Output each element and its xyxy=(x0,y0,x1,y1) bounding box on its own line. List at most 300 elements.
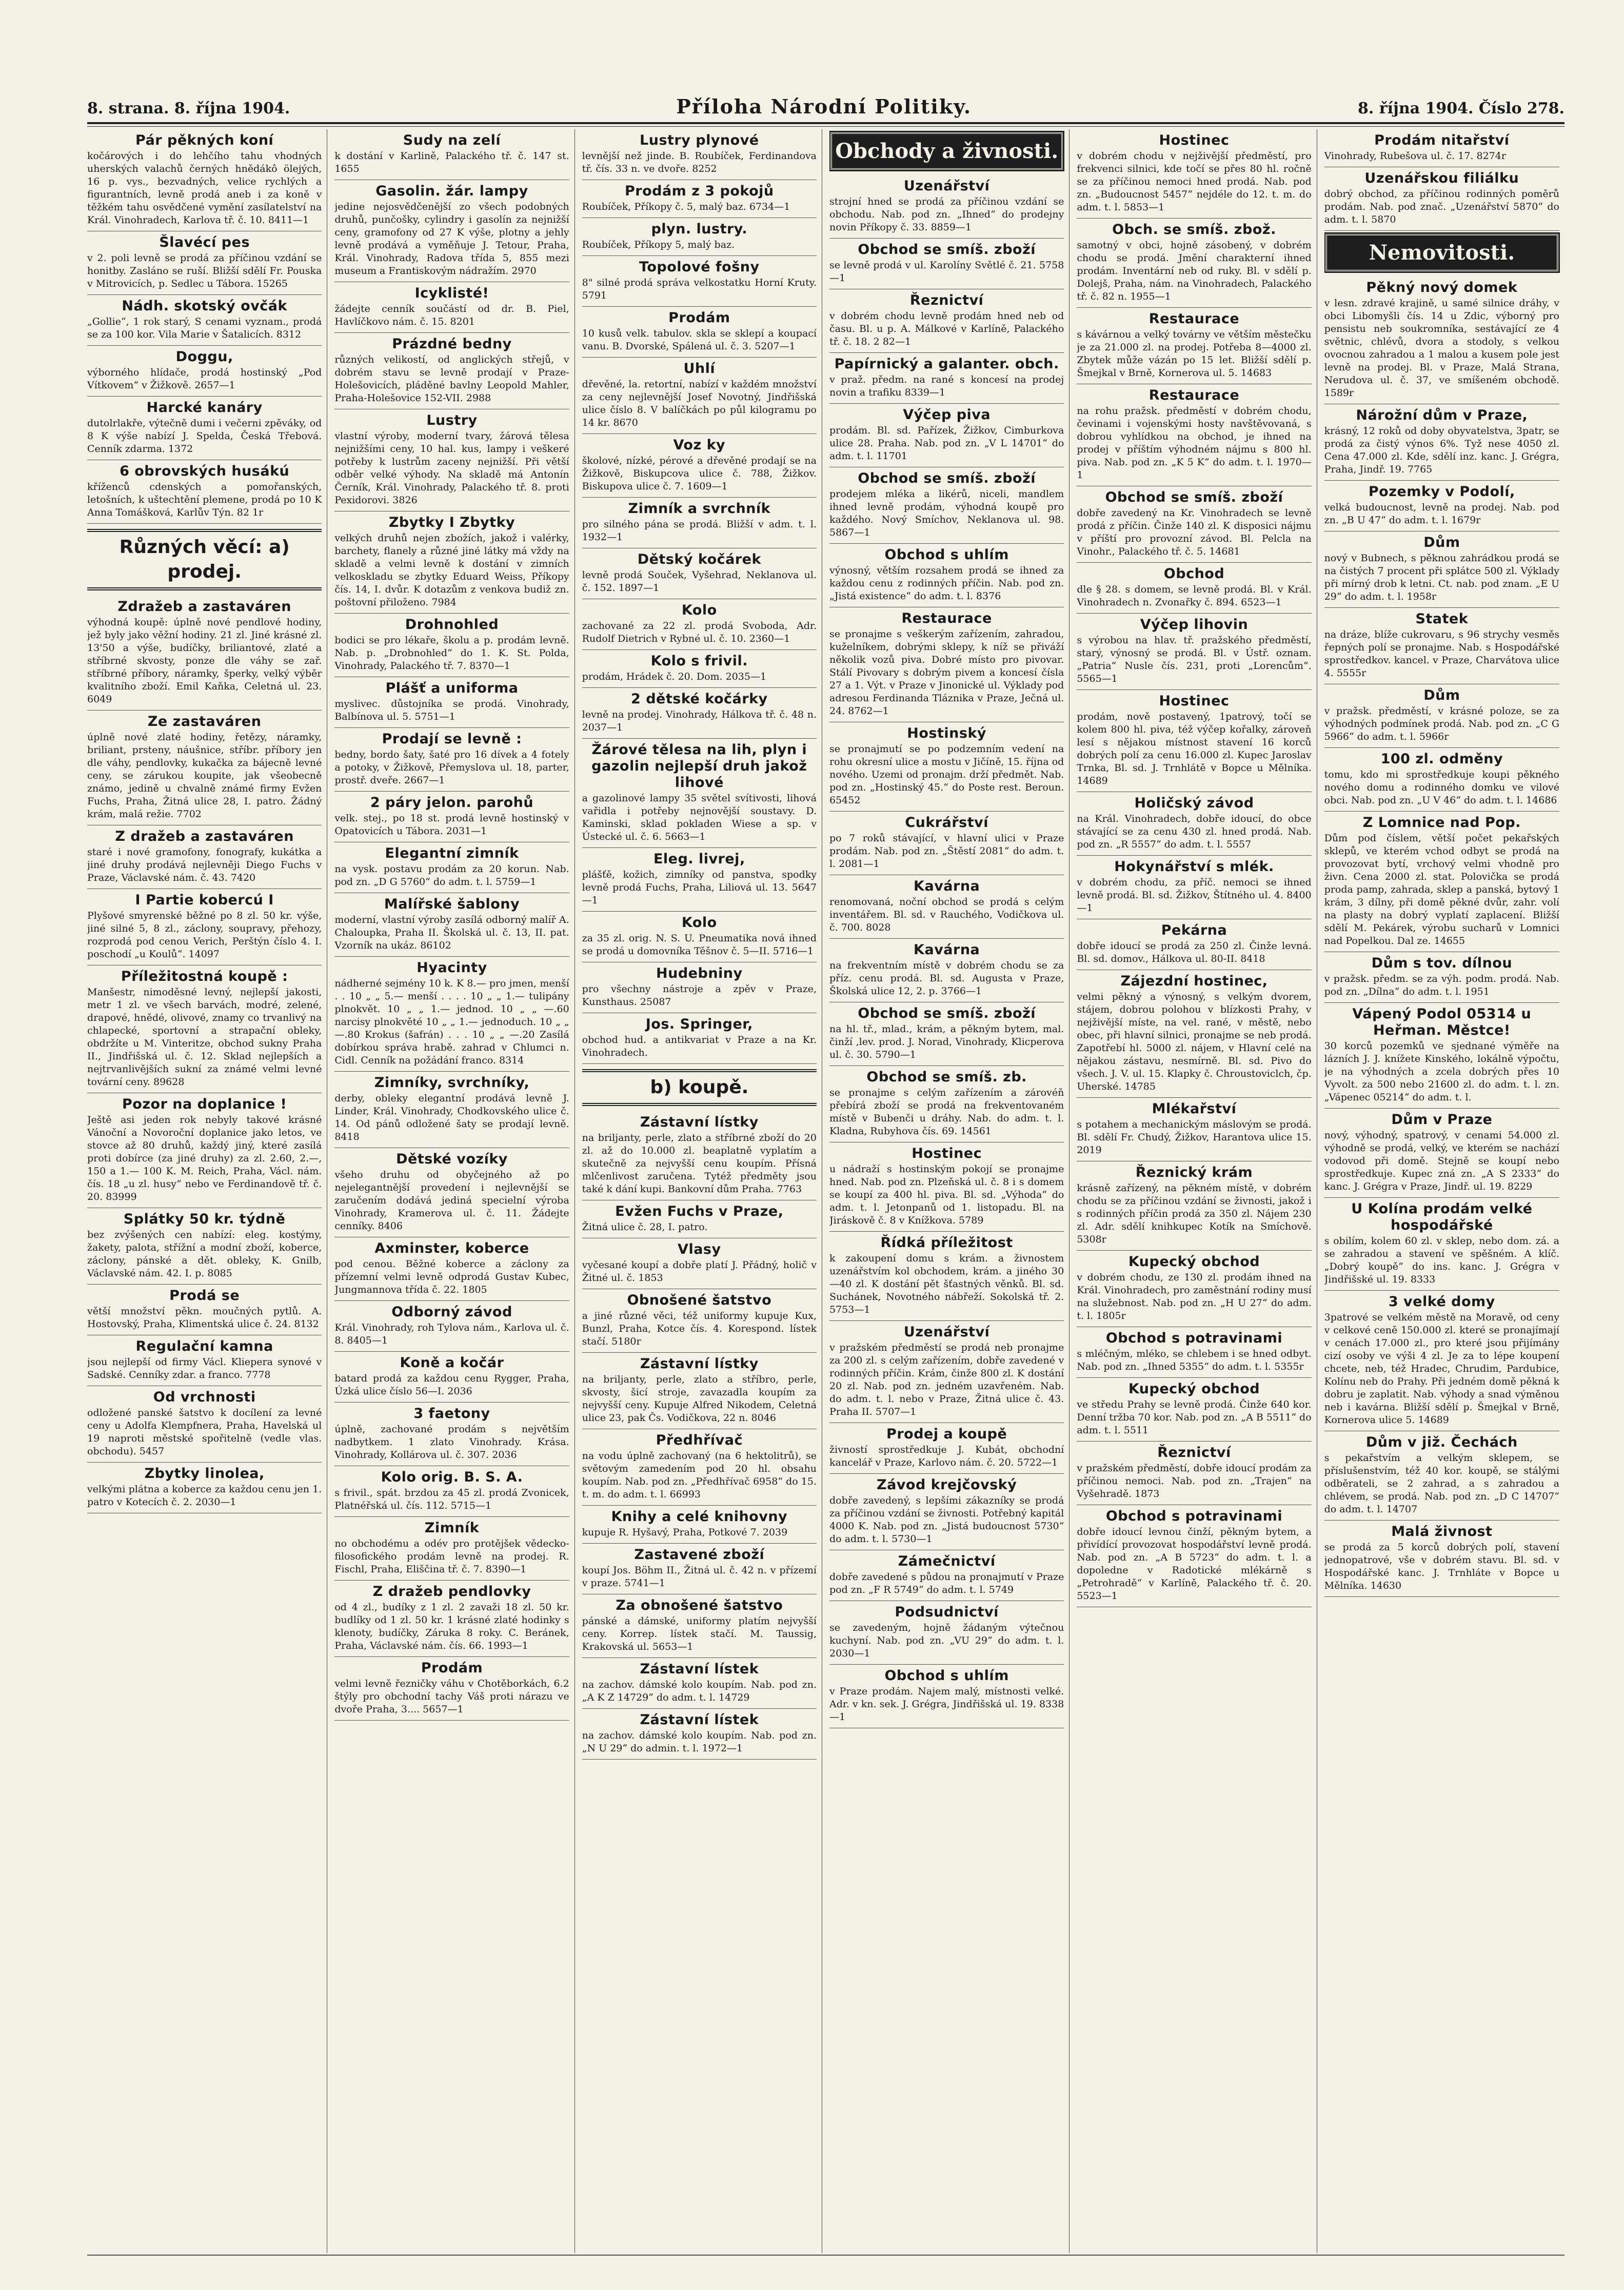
classified-ad xyxy=(334,1403,569,1466)
ad-body: strojní hned se prodá za příčinou vzdání se obchodu. Nab. pod zn. „Ihned“ do prodejny novin Příkopy č. 33. 8859—1 xyxy=(829,196,1064,233)
ad-heading: Icyklisté! xyxy=(414,285,489,301)
ad-body: kupuje R. Hyšavý, Praha, Potkové 7. 2039 xyxy=(582,1527,788,1538)
ad-heading: Malířské šablony xyxy=(384,896,520,912)
classified-ad xyxy=(334,893,569,957)
classified-ad xyxy=(334,677,569,728)
ad-heading: 100 zl. odměny xyxy=(1380,751,1503,767)
ad-heading: Axminster, koberce xyxy=(374,1240,529,1256)
ad-heading: Zámečnictví xyxy=(898,1553,996,1569)
ad-heading: 2 páry jelon. parohů xyxy=(370,795,534,811)
ad-body: v dobrém chodu, ze 130 zl. prodám ihned na Král. Vinohradech, pro zaměstnání rodiny musí na služebnost. Nab. pod zn. „H U 27“ do adm. t. l. 1805r xyxy=(1077,1272,1312,1321)
classified-ad xyxy=(87,460,322,524)
column-3 xyxy=(582,129,822,2253)
classified-ad xyxy=(582,498,817,548)
classified-ad xyxy=(582,434,817,498)
ad-heading: Zbytky linolea, xyxy=(144,1466,265,1482)
ad-heading: Obchod s potravinami xyxy=(1105,1330,1283,1346)
ad-body: Žitná ulice č. 28, I. patro. xyxy=(582,1221,708,1233)
ad-body: Manšestr, nimoděsné levný, nejlepší jakosti, metr 1 zl. ve všech barvách, modré, zelené, drapové, hnědé, olivové, znamy co trvanlivý na chlapecké, sportovní a strapační obleky, obdržíte u M. Vinteritze, obchod sukny Praha II., Jindřišská ul. č. 12. Sklad nejlepších a nejtrvanlivějších sukní za známé velmi levné tovární ceny. 89628 xyxy=(87,986,322,1088)
section-banner: Nemovitosti. xyxy=(1325,234,1558,271)
classified-ad xyxy=(582,1429,817,1506)
masthead-title: Příloha Národní Politiky. xyxy=(676,95,972,118)
classified-ad xyxy=(334,129,569,180)
ad-body: větší množství pěkn. moučných pytlů. A. Hostovský, Praha, Klimentská ulice č. 24. 8132 xyxy=(87,1306,322,1330)
ad-body: no obchodému a odév pro protějšek vědecko-filosofického prodám levně na prodej. R. Fischl, Praha, Eliščina tř. č. 7. 8390—1 xyxy=(334,1538,569,1575)
ad-body: velká budoucnost, levně na prodej. Nab. pod zn. „B U 47“ do adm. t. l. 1679r xyxy=(1324,502,1559,526)
ad-body: na zachov. dámské kolo koupím. Nab. pod zn. „A K Z 14729“ do adm. t. l. 14729 xyxy=(582,1679,817,1703)
classified-ad xyxy=(582,1658,817,1709)
ad-heading: Kavárna xyxy=(914,878,980,894)
ad-body: k dostání v Karlině, Palackého tř. č. 147 st. 1655 xyxy=(334,150,569,174)
ad-body: na zachov. dámské kolo koupím. Nab. pod zn. „N U 29“ do admin. t. l. 1972—1 xyxy=(582,1730,817,1754)
ad-body: bez zvýšených cen nabízí: eleg. kostýmy, žakety, palota, střížní a modní zboží, koberce, záclony, pánské a dět. obleky, K. Gnilb, Václavské nám. 42. I. p. 8085 xyxy=(87,1229,322,1279)
ad-heading: Vlasy xyxy=(678,1241,721,1257)
classified-ad xyxy=(829,1550,1064,1601)
ad-heading: Obchod se smíš. zboží xyxy=(858,242,1036,258)
classified-ad xyxy=(582,650,817,688)
ad-heading: Papírnický a galanter. obch. xyxy=(834,356,1059,372)
ad-heading: Řeznictví xyxy=(909,292,984,308)
ad-body: prodejem mléka a likérů, niceli, mandlem ihned levně prodám, výhodná koupě pro každého. Nový Smíchov, Neklanova ul. 98. 5867—1 xyxy=(829,488,1064,538)
ad-body: derby, obleky elegantní prodává levně J. Linder, Král. Vinohrady, Chodkovského ulice č. 14. Od pánů odložené šaty se prodají levně. 8418 xyxy=(334,1093,569,1142)
ad-body: na briljanty, perle, zlato a stříbro, perle, skvosty, šicí stroje, zavazadla koupím za nejvyšší ceny. Kupuje Alfred Nikodem, Celetná ulice 23, pak Čs. Vodičkova, 22 n. 8046 xyxy=(582,1374,817,1424)
classified-ad xyxy=(1077,856,1311,919)
ad-heading: Obchod se smíš. zboží xyxy=(1105,489,1283,505)
classified-ad xyxy=(829,289,1064,353)
ad-heading: Voz ky xyxy=(673,437,726,453)
ad-body: tomu, kdo mi sprostředkuje koupi pěkného nového domu a rodinného domku ve vilové obci. Nab. pod zn. „U V 46“ do adm. t. l. 14686 xyxy=(1324,769,1559,806)
ad-body: na dráze, blíže cukrovaru, s 96 strychy vesměs řepných polí se pronajme. Nab. s Hospodářské sprostředkov. kancel. v Praze, Charvátova ulice 4. 5555r xyxy=(1324,629,1559,679)
ad-heading: Mlékařství xyxy=(1152,1101,1237,1117)
ad-body: v dobrém chodu levně prodám hned neb od času. Bl. u p. A. Málkové v Karlíně, Palackého tř. č. 18. 2 82—1 xyxy=(829,310,1064,347)
classified-ad xyxy=(1324,531,1559,608)
ad-body: velkými plátna a koberce za každou cenu jen 1. patro v Kotecích č. 2. 2030—1 xyxy=(87,1484,322,1508)
classified-ad xyxy=(1077,1251,1311,1327)
classified-ad xyxy=(334,957,569,1072)
ad-heading: Kupecký obchod xyxy=(1128,1254,1260,1270)
ad-heading: Hostinec xyxy=(912,1146,982,1161)
ad-body: plášťě, kožich, zimníky od panstva, spodky levně prodá Fuchs, Praha, Liliová ul. 13. 5647—1 xyxy=(582,869,817,906)
classified-ad xyxy=(829,1002,1064,1066)
ad-heading: Dětský kočárek xyxy=(637,551,761,567)
ad-body: krásný, 12 roků od doby obyvatelstva, 3patr, se prodá za čistý výnos 6%. Tyž nese 4050 zl. Cena 47.000 zl. Kde, sdělí inz. kanc. J. Grégra, Praha, Jindř. 19. 7765 xyxy=(1324,425,1559,475)
ad-body: jsou nejlepší od firmy Václ. Kliepera synové v Sadské. Cenníky zdar. a franco. 7778 xyxy=(87,1356,322,1380)
classified-ad xyxy=(87,1335,322,1386)
classified-ad xyxy=(1324,129,1559,167)
ad-body: bedny, bordo šaty, šaté pro 16 dívek a 4 fotely a potoky, v Žižkově, Přemyslova ul. 18, parter, prostř. dveře. 2667—1 xyxy=(334,749,569,786)
ad-heading: Řeznický krám xyxy=(1135,1164,1253,1180)
masthead-left: 8. strana. 8. října 1904. xyxy=(87,100,290,117)
ad-heading: Uzenářství xyxy=(903,1324,990,1340)
ad-heading: U Kolína prodám velké hospodářské xyxy=(1351,1201,1533,1233)
ad-heading: Prodám nitařství xyxy=(1374,132,1510,148)
ad-heading: Vápený Podol 05314 u Heřman. Městce! xyxy=(1352,1006,1532,1038)
ad-heading: Hostinec xyxy=(1159,132,1230,148)
ad-body: koupí Jos. Böhm II., Žitná ul. č. 42 n. v přízemí v praze. 5741—1 xyxy=(582,1565,817,1589)
classified-ad xyxy=(1077,1098,1311,1161)
classified-ad xyxy=(1077,308,1311,384)
ad-body: nový v Bubnech, s pěknou zahrádkou prodá se na čistých 7 procent při splátce 500 zl. Výklady při mírný drob k letni. Ct. nab. pod znam. „E U 29“ do adm. t. l. 1958r xyxy=(1324,552,1559,602)
ad-body: pro silného pána se prodá. Bližší v adm. t. l. 1932—1 xyxy=(582,519,817,543)
classified-ad xyxy=(87,231,322,295)
classified-ad xyxy=(829,353,1064,404)
classified-ad xyxy=(582,1111,817,1200)
ad-body: úplně, zachované prodám s největším nadbytkem. 1 zlato Vinohrady. Krása. Vinohrady, Kollárova ul. č. 307. 2036 xyxy=(334,1424,569,1460)
ad-heading: 6 obrovských husákú xyxy=(120,463,290,479)
classified-ad xyxy=(582,912,817,962)
ad-heading: Řeznictví xyxy=(1157,1445,1231,1460)
classified-ad xyxy=(1324,1291,1559,1431)
classified-ad xyxy=(582,358,817,434)
ad-body: za 35 zl. orig. N. S. U. Pneumatika nová ihned se prodá u domovníka Těšnov č. 5—II. 5716—1 xyxy=(582,933,817,957)
ad-heading: Řídká příležitost xyxy=(880,1235,1013,1251)
classified-ad xyxy=(1324,684,1559,748)
ad-heading: Dětské vozíky xyxy=(396,1151,508,1167)
column-2 xyxy=(334,129,575,2253)
ad-heading: Obchod xyxy=(1163,566,1225,582)
classified-ad xyxy=(1077,1161,1311,1251)
ad-body: nádherné sejmény 10 k. K 8.— pro jmen, menší . . 10 „ „ 5.— menší . . . . 10 „ „ 1.— tulipány plnokvět. 10 „ „ 1.— jednod. 10 „ „ —.60 narcisy plnokvěté 10 „ „ 1.— jednoduch. 10 „ „ —.80 Krokus (šafrán) . . . 10 „ „ —.20 Zasílá dobírkou správa hrabě. zahrad v Chlumci n. Cidl. Cenník na požádání franco. 8314 xyxy=(334,978,569,1066)
classified-ad xyxy=(1077,970,1311,1098)
ad-heading: plyn. lustry. xyxy=(651,221,748,237)
ad-body: zachované za 22 zl. prodá Svoboda, Adr. Rudolf Dietrich v Rybné ul. č. 10. 2360—1 xyxy=(582,620,817,644)
classified-ad xyxy=(829,1321,1064,1423)
ad-body: na briljanty, perle, zlato a stříbrné zboží do 20 zl. až do 10.000 zl. beaplatně vyplatím a skutečně za nejvyšší cenu koupím. Přísná mlčenlivost zaručena. Tytéž předměty jsou také k dání kupi. Bankovní dům Praha. 7763 xyxy=(582,1132,817,1195)
ad-body: živností sprostředkuje J. Kubát, obchodní kancelář v Praze, Karlovo nám. č. 20. 5722—1 xyxy=(829,1444,1064,1468)
ad-body: na frekventním místě v dobrém chodu se za příz. cenu prodá. Bl. sd. Augusta v Praze, Školská ulice 12, 2. p. 3766—1 xyxy=(829,960,1064,997)
ad-heading: Hokynářství s mlék. xyxy=(1114,859,1274,875)
ad-heading: Obchod s uhlím xyxy=(884,547,1009,563)
ad-heading: Hostinec xyxy=(1159,693,1230,709)
ad-heading: Kolo xyxy=(681,602,717,618)
classified-ad xyxy=(829,1232,1064,1321)
classified-ad xyxy=(829,1665,1064,1728)
ad-heading: Prodám z 3 pokojů xyxy=(624,183,774,199)
ad-heading: Restaurace xyxy=(1148,387,1240,403)
classified-ad xyxy=(1077,563,1311,614)
ad-body: Král. Vinohrady, roh Tylova nám., Karlova ul. č. 8. 8405—1 xyxy=(334,1322,569,1346)
ad-body: v dobrém chodu v nejživější předměstí, pro frekvenci silnici, kde točí se přes 80 hl. ročně se za příčinou nemoci hned prodá. Nab. pod zn. „Budoucnost 5457“ nejdéle do 12. t. m. do adm. t. l. 5853—1 xyxy=(1077,150,1312,213)
classified-ad xyxy=(1324,481,1559,531)
ad-body: se prodá za 5 korců dobrých polí, stavení jednopatrové, vše v dobrém stavu. Bl. sd. v Hospodářské kanc. J. Trnhláte v Bopce u Mělníka. 14630 xyxy=(1324,1542,1559,1591)
ad-heading: Restaurace xyxy=(1148,311,1240,327)
ad-heading: Zimníky, svrchníky, xyxy=(374,1075,530,1091)
classified-ad xyxy=(829,467,1064,544)
classified-ad xyxy=(582,548,817,599)
ad-body: v pražském předměstí se prodá neb pronajme za 200 zl. s celým zařízením, dobře zavedené v rodinných příčin. Krám, činže 800 zl. K dostání 20 zl. Nab. pod zn. jedném uzavřeném. Nab. do adm. t. l. nebo v Praze, Žitná ulice č. 43. Praha II. 5707—1 xyxy=(829,1342,1064,1417)
classified-ad xyxy=(87,129,322,231)
masthead-right: 8. října 1904. Číslo 278. xyxy=(1358,100,1564,117)
ad-body: dobře idoucí se prodá za 250 zl. Činže levná. Bl. sd. domov., Hálkova ul. 80-II. 8418 xyxy=(1077,940,1312,964)
ad-heading: Holičský závod xyxy=(1134,795,1254,811)
classified-ad xyxy=(582,256,817,307)
ad-heading: Malá živnost xyxy=(1391,1524,1493,1539)
ad-body: se pronajme s celým zařízením a zárovéň přebírá zboží se prodá na frekventovaném místě v Bubenči u dráhy. Nab. do adm. t. l. Kladna, Rubyhova čís. 69. 14561 xyxy=(829,1087,1064,1137)
ad-body: krásně zařízený, na pěkném místě, v dobrém chodu se za příčinou vzdání se živnosti, jakož i s rodinných příčin prodá za 350 zl. Nájem 230 zl. Adr. sdělí knihkupec Kotík na Smíchově. 5308r xyxy=(1077,1182,1312,1245)
ad-heading: Splátky 50 kr. týdně xyxy=(123,1211,286,1227)
ad-heading: Příležitostná koupě : xyxy=(121,969,288,984)
ad-body: Roubíček, Příkopy 5, malý baz. xyxy=(582,239,735,250)
classified-ad xyxy=(1077,1327,1311,1378)
ad-body: Plyšové smyrenské běžné po 8 zl. 50 kr. výše, jiné silné 5, 8 zl., záclony, soupravy, přehozy, rozprodá pod cenou Verich, Perštýn číslo 4. I. poschodí „u Koulů“. 14097 xyxy=(87,910,322,960)
classified-ad xyxy=(87,1208,322,1285)
ad-heading: Restaurace xyxy=(901,610,992,626)
ad-body: na vodu úplně zachovaný (na 6 hektolitrů), se světovým zamedením pod 20 hl. obsahu koupím. Nab. pod zn. „Předhřívač 6958“ do 15. t. m. do adm. t. l. 66993 xyxy=(582,1450,817,1500)
ad-heading: Zdražeb a zastaváren xyxy=(117,599,291,615)
ad-heading: Dům s tov. dílnou xyxy=(1371,955,1513,971)
ad-body: dobře zavedený, s lepšími zákazníky se prodá za příčinou vzdání se živnosti. Potřebný kapitál 4000 K. Nab. pod zn. „Jistá budoucnost 5730“ do adm. t. l. 5730—1 xyxy=(829,1495,1064,1545)
ad-body: prodám, Hrádek č. 20. Dom. 2035—1 xyxy=(582,671,767,682)
ad-body: na rohu pražsk. předměstí v dobrém chodu, čevinami i vojenskými hosty navštěvovaná, s dobrou vyhlídkou na obchod, je ihned na prodej v příštím výhodném nájmu s 800 hl. piva. Nab. pod zn. „K 5 K“ do adm. t. l. 1970—1 xyxy=(1077,405,1312,481)
classified-ad xyxy=(829,1423,1064,1474)
classified-ad xyxy=(1324,1198,1559,1291)
classified-ad xyxy=(1077,486,1311,563)
ad-heading: Harcké kanáry xyxy=(146,400,263,416)
ad-body: Ještě asi jeden rok nebyly takové krásné Vánoční a Novoroční doplanice jako letos, ve stovce až 80 druhů, každý jiný, které zasílá proti dobírce (za jiné druhy) za zl. 2.60, 2.—, 150 a 1.— 100 K. M. Reich, Praha, Václ. nám. čís. 18 „u zl. husy“ nebo ve Ferdinandově tř. č. 20. 83999 xyxy=(87,1114,322,1202)
ad-body: dutolrlakře, výtečně dumi i večerni zpěváky, od 8 K výše nabízí J. Spelda, Česká Třebová. Cenník zdarma. 1372 xyxy=(87,418,322,455)
classified-ad xyxy=(1077,1378,1311,1442)
ad-columns xyxy=(87,129,1564,2253)
ad-heading: Zástavní lístky xyxy=(640,1114,759,1130)
ad-heading: Plášť a uniforma xyxy=(385,680,519,696)
ad-heading: Uzenářství xyxy=(903,178,990,194)
ad-body: 3patrové se velkém městě na Moravě, od ceny v celkové ceně 150.000 zl. které se pronajímají v cenách 17.000 zl., pro které jsou přijímány cizí osoby ve výši 4 zl. Je za to lépe koupení chcete, neb, též Hradec, Chrudim, Pardubice, Kolínu neb do Prahy. Při jedném domě pěkná k dobru je zaplatit. Nab. výhody a snad výměnou neb i kavárna. Bližší sdělí p. Šmejkal v Brně, Kornerova ulice 5. 14689 xyxy=(1324,1312,1559,1426)
classified-ad xyxy=(1324,608,1559,684)
ad-heading: Dům xyxy=(1423,535,1460,550)
classified-ad xyxy=(829,607,1064,722)
ad-heading: Knihy a celé knihovny xyxy=(611,1509,788,1525)
ad-heading: Dům v Praze xyxy=(1391,1112,1493,1128)
ad-heading: Nárožní dům v Praze, xyxy=(1356,407,1528,423)
section-heading: Různých věcí: a) prodej. xyxy=(87,529,322,590)
ad-heading: Od vrchnosti xyxy=(153,1389,256,1405)
ad-heading: Pozemky v Podolí, xyxy=(1368,484,1515,500)
classified-ad xyxy=(87,710,322,825)
classified-ad xyxy=(334,409,569,511)
classified-ad xyxy=(334,1148,569,1237)
classified-ad xyxy=(582,962,817,1013)
ad-body: různých velikostí, od anglických střejů, v dobrém stavu se levně prodají v Praze-Holešovicích, pláděné bavlny Leopold Mahler, Praha-Holešovice 152-VII. 2988 xyxy=(334,354,569,404)
column-4 xyxy=(829,129,1070,2253)
ad-heading: Pěkný nový domek xyxy=(1366,280,1518,295)
classified-ad xyxy=(334,614,569,677)
classified-ad xyxy=(334,1072,569,1148)
classified-ad xyxy=(87,1093,322,1208)
ad-heading: Sudy na zelí xyxy=(403,132,501,148)
ad-body: pod cenou. Běžné koberce a záclony za přízemní velmi levně odprodá Gustav Kubec, Jungmannova třída č. 22. 1805 xyxy=(334,1258,569,1295)
ad-heading: Obchod se smíš. zboží xyxy=(858,1005,1036,1021)
classified-ad xyxy=(334,511,569,614)
ad-body: staré i nové gramofony, fonografy, kukátka a jiné druhy prodává nejlevněji Diego Fuchs v Praze, Václavské nám. č. 43. 7420 xyxy=(87,846,322,883)
ad-body: prodám. Bl. sd. Pařízek, Žižkov, Cimburkova ulice 28. Praha. Nab. pod zn. „V L 14701“ do adm. t. l. 11701 xyxy=(829,425,1064,462)
classified-ad xyxy=(1324,1109,1559,1198)
ad-body: s kávárnou a velký továrny ve větším městečku je za 21.000 zl. na prodej. Potřeba 8—4000 zl. Zbytek může vázán po 15 let. Bližší sdělí p. Šmejkal v Brně, Kornerova ul. 5. 14683 xyxy=(1077,329,1312,379)
ad-body: dobře zavedený na Kr. Vinohradech se levně prodá z příčin. Činže 140 zl. K disposici nájmu v příští pro provozní závod. Bl. Pelcla na Vinohr., Palackého tř. č. 5. 14681 xyxy=(1077,507,1312,557)
classified-ad xyxy=(829,1601,1064,1665)
section-banner: Obchody a živnosti. xyxy=(830,132,1063,170)
classified-ad xyxy=(1077,384,1311,486)
ad-body: v 2. poli levně se prodá za příčinou vzdání se honitby. Zasláno se ruší. Bližší sdělí Fr. Pouska v Mitrovicích, p. Sedlec u Tábora. 15265 xyxy=(87,252,322,289)
ad-body: vyčesané koupí a dobře platí J. Přádný, holič v Žitné ul. č. 1853 xyxy=(582,1259,817,1284)
ad-body: všeho druhu od obyčejného až po nejelegantnější provedení i nejlevnější se zaručením dodává jediná specielní výroba Vinohrady, Kramerova ul. č. 11. Žádejte cenníky. 8406 xyxy=(334,1169,569,1232)
ad-body: s pekařstvím a velkým sklepem, se příslušenstvím, též 40 kor. koupě, se stálými odběrateli, se 2 zahrad, a s zahradou a chlévem, se prodá. Nab. pod zn. „D C 14707“ do adm. t. l. 14707 xyxy=(1324,1452,1559,1515)
ad-heading: Obchod s potravinami xyxy=(1105,1508,1283,1524)
ad-heading: Prodám xyxy=(668,310,730,326)
ad-heading: 3 velké domy xyxy=(1388,1294,1495,1310)
ad-body: dobrý obchod, za příčinou rodinných poměrů prodám. Nab. pod znač. „Uzenářství 5870“ do adm. t. l. 5870 xyxy=(1324,188,1559,225)
ad-heading: Obchod se smíš. zb. xyxy=(866,1069,1027,1085)
ad-body: od 4 zl., budíky z 1 zl. 2 zavaži 18 zl. 50 kr. budlíky od 1 zl. 50 kr. 1 krásné zlaté hodinky s klenoty, budíčky, Záruka 8 roky. C. Beránek, Praha, Václavské nám. čís. 66. 1993—1 xyxy=(334,1602,569,1651)
classified-ad xyxy=(1324,748,1559,812)
ad-heading: Nádh. skotský ovčák xyxy=(122,298,287,314)
ad-heading: Jos. Springer, xyxy=(645,1016,753,1032)
ad-heading: Elegantní zimník xyxy=(385,845,519,861)
ad-heading: Za obnošené šatstvo xyxy=(616,1597,783,1613)
column-5 xyxy=(1077,129,1317,2253)
classified-ad xyxy=(87,1285,322,1335)
ad-heading: Podsudnictví xyxy=(895,1604,999,1620)
column-6 xyxy=(1324,129,1564,2253)
ad-body: nový, výhodný, spatrový, v cenami 54.000 zl. výhodně se prodá, velký, ve kterém se nachází vodovod při domě. Stejně se koupí nebo sprostředkuje. Kupec zná zn. „A S 2333“ do kanc. J. Grégra v Praze, Jindř. ul. 19. 8229 xyxy=(1324,1130,1559,1192)
classified-ad xyxy=(829,1142,1064,1232)
ad-body: levnější než jinde. B. Roubíček, Ferdinandova tř. čís. 33 n. ve dvoře. 8252 xyxy=(582,150,817,174)
ad-body: dobře idoucí levnou činží, pěkným bytem, a přivídící provozovat hospodářství levně prodá. Nab. pod zn. „A B 5723“ do adm. t. l. a dopoledne v Radotické mlékárně s „Petrohradě“ v Karlíně, Palackého tř. č. 20. 5523—1 xyxy=(1077,1526,1312,1602)
classified-ad xyxy=(829,544,1064,607)
ad-body: úplně nové zlaté hodiny, řetězy, náramky, briliant, prsteny, náušnice, stříbr. příbory jen dle váhy, pendlovky, kukačka za bájecně levné ceny, se zárukou koupite, jak všeobecně známo, jedině u chvalně známé firmy Evžen Fuchs, Praha, Žitná ulice 28, I. patro. Žádný krám, malá režie. 7702 xyxy=(87,732,322,820)
ad-body: v pražském předměstí, dobře idoucí prodám za příčinou nemoci. Nab. pod zn. „Trajen“ na Vyšehradě. 1873 xyxy=(1077,1463,1312,1499)
ad-heading: Předhřívač xyxy=(656,1432,743,1448)
classified-ad xyxy=(582,1013,817,1064)
classified-ad xyxy=(1077,690,1311,792)
ad-body: se pronajmutí se po podzemním vedení na rohu okresní ulice a mostu v Jičíně, 15. října od nového. Uzemi od pronajm. drží předmět. Nab. pod zn. „Hostinský 45.“ do Poste rest. Beroun. 65452 xyxy=(829,743,1064,806)
ad-heading: Kolo orig. B. S. A. xyxy=(381,1469,523,1485)
classified-ad xyxy=(829,1066,1064,1142)
ad-body: výhodná koupě: úplně nové pendlové hodiny, jež byly jako věžní hodiny. 21 zl. Jiné krásné zl. 13'50 a výše, budíčky, briliantové, zlaté a stříbrné skvosty, ponze dle váhy se zař. stříbrné příbory, náramky, šperky, velký výběr kvalitního zboží. Emil Kaňka, Celetná ul. 23. 6049 xyxy=(87,617,322,705)
ad-heading: Kolo xyxy=(681,915,717,931)
ad-heading: Lustry xyxy=(426,412,478,428)
ad-body: 10 kusů velk. tabulov. skla se sklepí a koupací vanu. B. Dvorské, Spálená ul. č. 3. 5207—1 xyxy=(582,328,817,352)
ad-heading: Prodám xyxy=(421,1660,483,1676)
classified-ad xyxy=(334,792,569,842)
classified-ad xyxy=(582,1238,817,1289)
ad-heading: Dům v již. Čechách xyxy=(1365,1434,1518,1450)
bottom-rule xyxy=(87,2255,1564,2256)
ad-heading: Pekárna xyxy=(1161,922,1227,938)
classified-ad xyxy=(1077,919,1311,970)
ad-body: na hl. tř., mlad., krám, a pěkným bytem, mal. činží ,lev. prod. J. Norad, Vinohrady, Klicperova ul. č. 30. 5790—1 xyxy=(829,1023,1064,1060)
classified-ad xyxy=(1324,1521,1559,1597)
ad-heading: Uzenářskou filiálku xyxy=(1364,170,1519,186)
classified-ad xyxy=(334,1517,569,1581)
classified-ad xyxy=(334,333,569,409)
classified-ad xyxy=(582,1353,817,1429)
ad-body: Vinohrady, Rubešova ul. č. 17. 8274r xyxy=(1324,150,1506,162)
ad-heading: Statek xyxy=(1415,611,1469,627)
ad-body: prodám, nově postavený, 1patrový, točí se kolem 800 hl. piva, též výčep kořalky, zároveň lesí s nějakou místnost stavení 16 korců dobrých polí za cenu 16.000 zl. Kupec Jaroslav Trnka, Bl. sd. J. Trnhlátě v Bopce u Mělníka. 14689 xyxy=(1077,711,1312,786)
ad-body: v praž. předm. na rané s koncesí na prodej novin a trafiku 8339—1 xyxy=(829,374,1064,398)
ad-heading: I Partie kobercú I xyxy=(135,892,274,908)
classified-ad xyxy=(582,1594,817,1658)
ad-heading: Evžen Fuchs v Praze, xyxy=(615,1203,784,1219)
ad-body: 30 korců pozemků ve sjednané výměře na lázních J. J. knížete Kinského, lokálně výpočtu, je na výhodných a zcela dobrých přes 10 Vyvolt. za 500 nebo 21600 zl. do adm. t. l. zn. „Vápenec 05214“ do adm. t. l. xyxy=(1324,1040,1559,1103)
ad-heading: Eleg. livrej, xyxy=(653,851,745,867)
ad-heading: Ze zastaváren xyxy=(147,714,262,729)
ad-heading: Prodá se xyxy=(169,1288,240,1304)
ad-heading: Zbytky I Zbytky xyxy=(388,515,516,530)
ad-body: velk. stej., po 18 st. prodá levně hostinský v Opatovicích u Tábora. 2031—1 xyxy=(334,813,569,837)
ad-body: výnosný, větším rozsahem prodá se ihned za každou cenu z rodinných příčin. Nab. pod zn. „Jistá existence“ do adm. t. l. 8376 xyxy=(829,565,1064,602)
ad-body: velkých druhů nejen zbožích, jakož i valérky, barchety, flanely a různé jiné látky má vždy na skladě a velmi levně k dostání v zimních velkoskladu se zbytky Eduard Weiss, Příkopy čís. 14, I. dvůr. K dotazům z venkova budiž zn. poštovní přiloženo. 7984 xyxy=(334,532,569,608)
classified-ad xyxy=(582,1200,817,1238)
ad-body: Dům pod číslem, větší počet pekařských sklepů, ve kterém vchod odbyt se prodá na provozovat bytí, vrchový velmi vhodně pro živn. Cena 2000 zl. stat. Polovička se prodá proda pamp, zahrada, sklep a panská, bytový 1 krám, 3 dílny, při domě pěkné dvůr, zahr. volí na plasty na dobrý vyplatí zaplacení. Bližší sdělí M. Pekárek, výrobu sucharů v Lomnici nad Popelkou. Dal ze. 14655 xyxy=(1324,833,1559,946)
ad-heading: Výčep piva xyxy=(903,407,991,423)
ad-body: a gazolinové lampy 35 světel svítivosti, lihová vařidla i potřeby nejnovější soustavy. D. Kaminski, sklad pokladen Wiese a sp. v Ústecké ul. č. 6. 5663—1 xyxy=(582,793,817,842)
ad-body: velmi levně řezničky váhu v Chotěborkách, 6.2 štýly pro obchodní tachy Váš proti nárazu ve dvoře Praha, 3.... 5657—1 xyxy=(334,1678,569,1715)
ad-body: 8" silné prodá správa velkostatku Horní Kruty. 5791 xyxy=(582,277,817,301)
classified-ad xyxy=(829,404,1064,467)
ad-body: v dobrém chodu, za příč. nemoci se ihned levně prodá. Bl. sd. Žižkov, Štítného ul. 4. 8400—1 xyxy=(1077,877,1312,914)
ad-heading: Pozor na doplanice ! xyxy=(122,1096,287,1112)
classified-ad xyxy=(1077,1505,1311,1607)
classified-ad xyxy=(334,842,569,893)
ad-heading: Zastavené zboží xyxy=(634,1547,765,1563)
classified-ad xyxy=(1324,277,1559,404)
classified-ad xyxy=(1324,812,1559,952)
ad-body: v Praze prodám. Najem malý, místnosti velké. Adr. v kn. sek. J. Grégra, Jindřišská ul. 19. 8338—1 xyxy=(829,1686,1064,1723)
ad-body: s výrobou na hlav. tř. pražského předměstí, starý, výnosný se prodá. Bl. v Ústř. oznam. „Patria“ Nusle čís. 231, proti „Lorencům“. 5565—1 xyxy=(1077,635,1312,684)
classified-ad xyxy=(1077,792,1311,856)
classified-ad xyxy=(1077,614,1311,690)
section-heading: b) koupě. xyxy=(582,1069,817,1106)
classified-ad xyxy=(1324,404,1559,481)
ad-heading: Lustry plynové xyxy=(640,132,759,148)
ad-body: po 7 roků stávající, v hlavní ulici v Praze prodám. Nab. pod zn. „Štěstí 2081“ do adm. t. l. 2081—1 xyxy=(829,833,1064,870)
ad-body: v pražsk. předměstí, v krásné poloze, se za výhodných podmínek prodá. Nab. pod zn. „C G 5966“ do adm. t. l. 5966r xyxy=(1324,705,1559,742)
ad-body: na vysk. postavu prodám za 20 korun. Nab. pod zn. „D G 5760“ do adm. t. l. 5759—1 xyxy=(334,863,569,887)
classified-ad xyxy=(582,599,817,650)
masthead-rule xyxy=(87,122,1564,124)
classified-ad xyxy=(582,307,817,358)
ad-heading: Z Lomnice nad Pop. xyxy=(1362,815,1521,831)
ad-heading: Hudebniny xyxy=(656,965,743,981)
ad-heading: 3 faetony xyxy=(413,1406,490,1422)
ad-body: na Král. Vinohradech, dobře idoucí, do obce stávající se za cenu 430 zl. hned prodá. Nab. pod zn. „R 5557“ do adm. t. l. 5557 xyxy=(1077,813,1312,850)
masthead-rule-thin xyxy=(87,126,1564,127)
column-1 xyxy=(87,129,327,2253)
classified-ad xyxy=(334,728,569,792)
classified-ad xyxy=(87,295,322,346)
ad-heading: 2 dětské kočárky xyxy=(631,691,768,707)
classified-ad xyxy=(334,1301,569,1352)
ad-body: dřevěné, la. retortní, nabízí v každém množství za ceny nejlevnější Josef Novotný, Jindřišská ulice číslo 8. V balíčkách po půl kilogramu po 14 kr. 8670 xyxy=(582,379,817,428)
ad-body: dobře zavedené s půdou na pronajmutí v Praze pod zn. „F R 5749“ do adm. t. l. 5749 xyxy=(829,1571,1064,1595)
classified-ad xyxy=(1077,129,1311,219)
ad-body: levně na prodej. Vinohrady, Hálkova tř. č. 48 n. 2037—1 xyxy=(582,709,817,733)
ad-heading: Uhlí xyxy=(683,361,716,377)
ad-body: kříženců cdenských a pomořanských, letošních, k uštechtění plemene, prodá po 10 K Anna Tomášková, Karlův Týn. 82 1r xyxy=(87,481,322,518)
ad-body: dle § 28. s domem, se levně prodá. Bl. v Král. Vinohradech n. Zvonařky č. 894. 6523—1 xyxy=(1077,584,1312,608)
classified-ad xyxy=(582,688,817,739)
classified-ad xyxy=(1324,952,1559,1003)
ad-body: a jiné různé věci, též uniformy kupuje Kux, Bunzl, Praha, Kotce čís. 4. Korespond. lístek stačí. 5180r xyxy=(582,1310,817,1347)
ad-heading: Doggu, xyxy=(175,349,233,365)
ad-heading: Žárové tělesa na lih, plyn i gazolin nejlepší druh jakož lihové xyxy=(591,742,807,791)
classified-ad xyxy=(829,939,1064,1002)
ad-heading: Gasolin. žár. lampy xyxy=(375,183,528,199)
classified-ad xyxy=(829,175,1064,239)
ad-heading: Šlavécí pes xyxy=(159,234,250,250)
ad-body: ve středu Prahy se levně prodá. Činže 640 kor. Denní tržba 70 kor. Nab. pod zn. „A B 5511“ do adm. t. l. 5511 xyxy=(1077,1399,1312,1436)
